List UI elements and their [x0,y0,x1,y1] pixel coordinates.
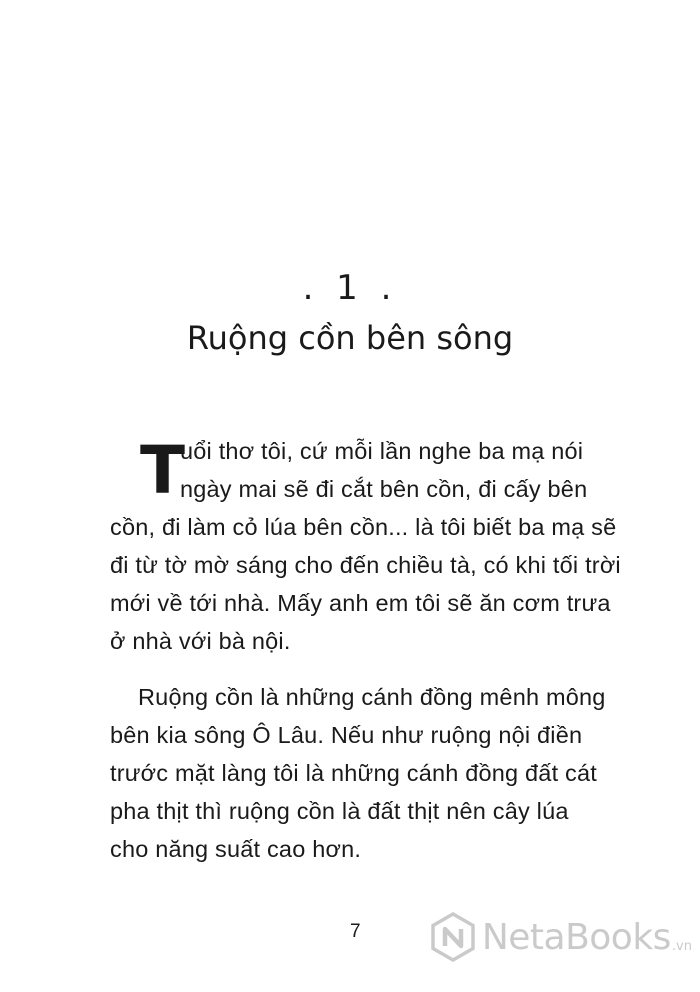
watermark-suffix: .vn [671,939,692,954]
chapter-number: . 1 . [302,268,398,308]
page-number: 7 [350,921,361,942]
text-line: pha thịt thì ruộng cồn là đất thịt nên cây lúa [110,798,569,824]
paragraph-2 [110,678,630,868]
text-line: đi từ tờ mờ sáng cho đến chiều tà, có khi tối trời [110,552,621,578]
text-line: ngày mai sẽ đi cắt bên cồn, đi cấy bên [180,476,588,502]
text-line: trước mặt làng tôi là những cánh đồng đất cát [110,760,597,786]
watermark-text: NetaBooks [481,916,671,958]
paragraph-1 [110,432,630,660]
text-line: cho năng suất cao hơn. [110,836,362,862]
paragraph-gap [110,660,630,678]
text-line: cồn, đi làm cỏ lúa bên cồn... là tôi biết ba mạ sẽ [110,514,617,540]
watermark [428,912,692,962]
text-line: ở nhà với bà nội. [110,628,291,654]
text-line: uổi thơ tôi, cứ mỗi lần nghe ba mạ nói [180,438,584,464]
text-line: bên kia sông Ô Lâu. Nếu như ruộng nội điền [110,722,583,748]
text-line: Ruộng cồn là những cánh đồng mênh mông [138,684,606,710]
body-text [110,432,630,868]
text-line: mới về tới nhà. Mấy anh em tôi sẽ ăn cơm trưa [110,590,611,616]
drop-cap: T [140,432,186,509]
netabooks-logo-icon [428,912,478,962]
chapter-title: Ruộng cồn bên sông [186,319,514,357]
